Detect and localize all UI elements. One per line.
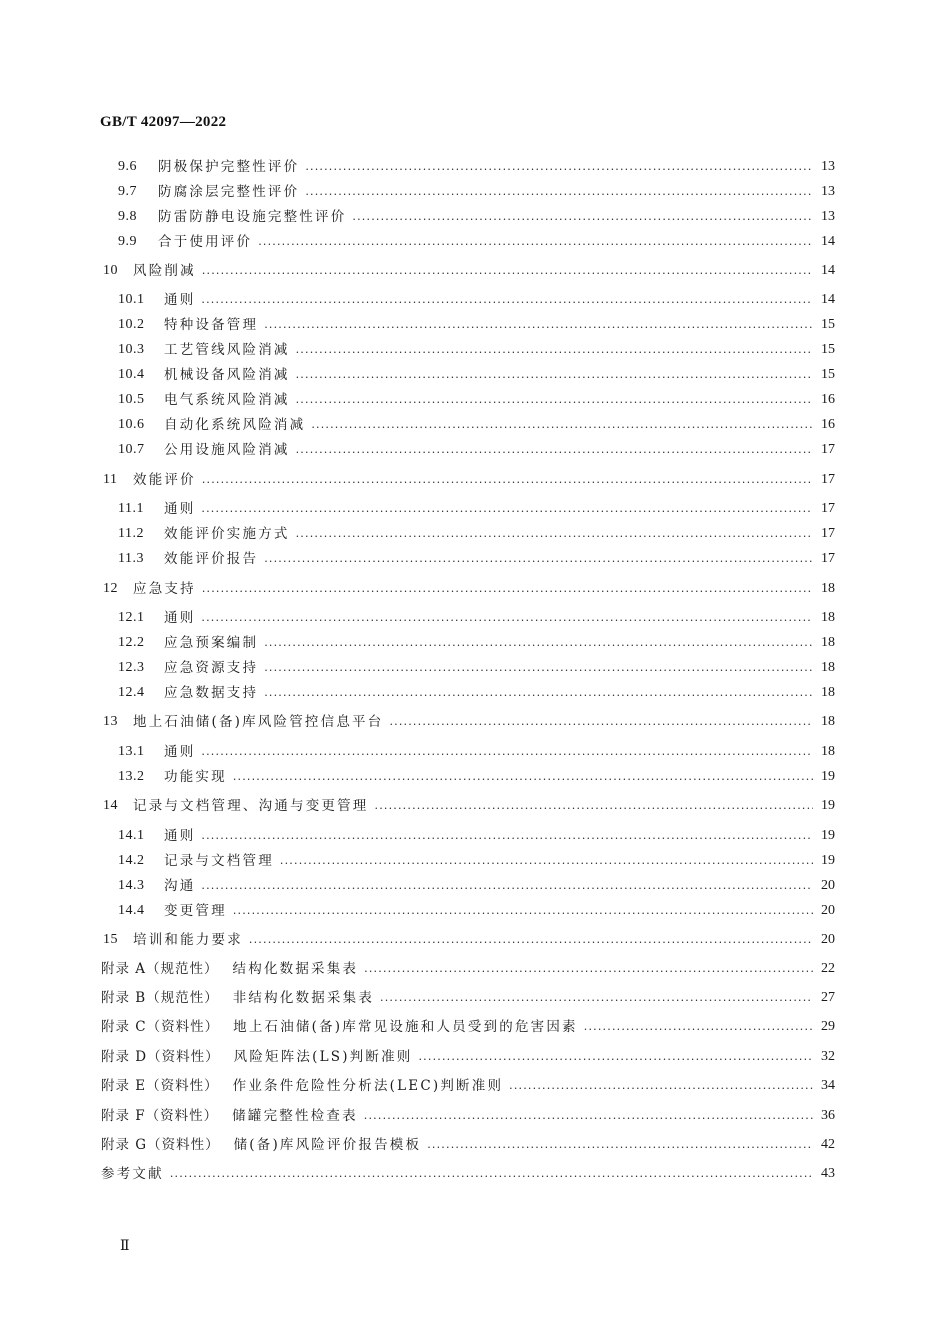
toc-leader: [364, 958, 813, 980]
toc-page: 20: [821, 878, 835, 893]
toc-title: 记录与文档管理: [164, 853, 274, 869]
toc-title: 结构化数据采集表: [232, 961, 359, 977]
toc-title: 应急资源支持: [164, 660, 259, 676]
toc-title: 变更管理: [164, 903, 227, 919]
toc-entry-9-9[interactable]: [118, 231, 835, 253]
toc-leader: [418, 1046, 813, 1068]
toc-leader: [258, 231, 813, 253]
toc-leader: [584, 1016, 813, 1038]
toc-page: 19: [821, 798, 835, 813]
toc-number: 12: [103, 581, 118, 596]
toc-title: 通则: [164, 610, 196, 626]
toc-title: 工艺管线风险消减: [164, 342, 290, 358]
toc-entry-12[interactable]: [103, 578, 835, 600]
toc-title: 通则: [164, 292, 196, 308]
toc-page: 15: [821, 367, 835, 382]
toc-number: 附录 B（规范性）: [101, 990, 219, 1006]
page-number: Ⅱ: [120, 1239, 130, 1254]
toc-number: 10.6: [118, 417, 145, 432]
toc-leader: [202, 578, 813, 600]
toc-page: 16: [821, 392, 835, 407]
toc-number: 12.2: [118, 635, 145, 650]
toc-number: 9.6: [118, 159, 137, 174]
toc-page: 27: [821, 990, 835, 1005]
toc-page: 16: [821, 417, 835, 432]
toc-leader: [375, 795, 814, 817]
toc-page: 43: [821, 1166, 835, 1181]
toc-entry-9-6[interactable]: [118, 156, 835, 178]
toc-leader: [170, 1163, 813, 1185]
toc-number: 15: [103, 932, 118, 947]
toc-title: 自动化系统风险消减: [164, 417, 306, 433]
toc-number: 10.1: [118, 292, 145, 307]
toc-page: 42: [821, 1137, 835, 1152]
toc-entry-appendix-f[interactable]: [101, 1105, 835, 1127]
toc-entry-appendix-b[interactable]: [101, 987, 835, 1009]
toc-leader: [201, 875, 813, 897]
toc-leader: [264, 657, 813, 679]
toc-page: 29: [821, 1019, 835, 1034]
toc-page: 14: [821, 234, 835, 249]
toc-entry-11[interactable]: [103, 469, 835, 491]
toc-number: 10.4: [118, 367, 145, 382]
toc-number: 12.4: [118, 685, 145, 700]
toc-leader: [427, 1134, 813, 1156]
toc-leader: [296, 389, 813, 411]
toc-leader: [352, 206, 813, 228]
toc-page: 34: [821, 1078, 835, 1093]
toc-entry-13[interactable]: [103, 711, 835, 733]
toc-entry-11-1[interactable]: [118, 498, 835, 520]
toc-page: 17: [821, 472, 835, 487]
toc-entry-appendix-a[interactable]: [101, 958, 835, 980]
toc-leader: [311, 414, 813, 436]
toc-number: 14.1: [118, 828, 145, 843]
toc-title: 地上石油储(备)库常见设施和人员受到的危害因素: [233, 1019, 578, 1035]
toc-number: 11.2: [118, 526, 144, 541]
standard-code: GB/T 42097—2022: [100, 114, 227, 130]
toc-leader: [233, 900, 813, 922]
toc-leader: [264, 314, 813, 336]
toc-page: 13: [821, 209, 835, 224]
toc-page: 32: [821, 1049, 835, 1064]
toc-title: 培训和能力要求: [133, 932, 243, 948]
toc-entry-appendix-g[interactable]: [101, 1134, 835, 1156]
toc-title: 应急数据支持: [164, 685, 259, 701]
toc-title: 风险削减: [133, 263, 196, 279]
toc-leader: [264, 632, 813, 654]
toc-entry-12-2[interactable]: [118, 632, 835, 654]
toc-entry-10-2[interactable]: [118, 314, 835, 336]
toc-number: 12.3: [118, 660, 145, 675]
toc-entry-10-3[interactable]: [118, 339, 835, 361]
toc-title: 效能评价: [133, 472, 196, 488]
toc-leader: [296, 339, 813, 361]
toc-entry-appendix-c[interactable]: [101, 1016, 835, 1038]
toc-leader: [380, 987, 813, 1009]
toc-leader: [201, 825, 813, 847]
toc-number: 14: [103, 798, 118, 813]
toc-number: 附录 C（资料性）: [101, 1019, 220, 1035]
toc-page: 18: [821, 685, 835, 700]
toc-leader: [202, 469, 813, 491]
toc-leader: [509, 1075, 813, 1097]
toc-entry-9-8[interactable]: [118, 206, 835, 228]
toc-title: 非结构化数据采集表: [232, 990, 375, 1006]
toc-entry-12-3[interactable]: [118, 657, 835, 679]
toc-page: 20: [821, 903, 835, 918]
toc-number: 附录 A（规范性）: [101, 961, 219, 977]
toc-title: 通则: [164, 744, 196, 760]
toc-title: 应急支持: [133, 581, 196, 597]
toc-number: 13: [103, 714, 118, 729]
toc-title: 合于使用评价: [158, 234, 253, 250]
toc-title: 防雷防静电设施完整性评价: [158, 209, 347, 225]
toc-number: 10.3: [118, 342, 145, 357]
toc-page: 17: [821, 501, 835, 516]
toc-leader: [280, 850, 813, 872]
toc-page: 19: [821, 828, 835, 843]
toc-title: 防腐涂层完整性评价: [158, 184, 300, 200]
toc-title: 作业条件危险性分析法(LEC)判断准则: [232, 1078, 504, 1094]
toc-number: 14.3: [118, 878, 145, 893]
toc-entry-appendix-d[interactable]: [101, 1046, 835, 1068]
toc-title: 通则: [164, 501, 196, 517]
toc-entry-10-7[interactable]: [118, 439, 835, 461]
toc-entry-13-2[interactable]: [118, 766, 835, 788]
toc-title: 地上石油储(备)库风险管控信息平台: [133, 714, 384, 730]
toc-entry-references[interactable]: [101, 1163, 835, 1185]
toc-title: 效能评价报告: [164, 551, 259, 567]
toc-title: 公用设施风险消减: [164, 442, 290, 458]
toc-entry-9-7[interactable]: [118, 181, 835, 203]
toc-leader: [264, 548, 813, 570]
toc-title: 特种设备管理: [164, 317, 259, 333]
toc-number: 11.1: [118, 501, 144, 516]
toc-title: 记录与文档管理、沟通与变更管理: [133, 798, 369, 814]
toc-leader: [264, 682, 813, 704]
toc-page: 13: [821, 184, 835, 199]
toc-leader: [201, 289, 813, 311]
toc-number: 10.7: [118, 442, 145, 457]
toc-number: 10.2: [118, 317, 145, 332]
toc-title: 风险矩阵法(LS)判断准则: [233, 1049, 413, 1065]
toc-leader: [201, 607, 813, 629]
toc-page: 15: [821, 342, 835, 357]
toc-number: 11.3: [118, 551, 144, 566]
toc-leader: [233, 766, 813, 788]
toc-page: 19: [821, 853, 835, 868]
toc-title: 机械设备风险消减: [164, 367, 290, 383]
toc-leader: [249, 929, 813, 951]
toc-page: 18: [821, 660, 835, 675]
toc-number: 附录 E（资料性）: [101, 1078, 219, 1094]
toc-title: 应急预案编制: [164, 635, 259, 651]
toc-page: 20: [821, 932, 835, 947]
toc-leader: [201, 498, 813, 520]
toc-entry-10-6[interactable]: [118, 414, 835, 436]
toc-page: 14: [821, 263, 835, 278]
toc-leader: [389, 711, 813, 733]
toc-page: 19: [821, 769, 835, 784]
toc-leader: [201, 741, 813, 763]
toc-number: 9.8: [118, 209, 137, 224]
toc-entry-13-1[interactable]: [118, 741, 835, 763]
toc-title: 功能实现: [164, 769, 227, 785]
toc-page: 17: [821, 551, 835, 566]
toc-leader: [296, 523, 813, 545]
toc-leader: [202, 260, 813, 282]
toc-page: 17: [821, 526, 835, 541]
toc-entry-15[interactable]: [103, 929, 835, 951]
toc-page: 18: [821, 744, 835, 759]
toc-entry-12-1[interactable]: [118, 607, 835, 629]
toc-entry-14-4[interactable]: [118, 900, 835, 922]
toc-leader: [296, 439, 813, 461]
toc-page: 18: [821, 635, 835, 650]
toc-number: 14.4: [118, 903, 145, 918]
toc-entry-14-1[interactable]: [118, 825, 835, 847]
toc-entry-appendix-e[interactable]: [101, 1075, 835, 1097]
toc-number: 附录 G（资料性）: [101, 1137, 220, 1153]
toc-entry-10-5[interactable]: [118, 389, 835, 411]
toc-title: 阴极保护完整性评价: [158, 159, 300, 175]
toc-number: 10: [103, 263, 118, 278]
toc-number: 附录 D（资料性）: [101, 1049, 220, 1065]
toc-entry-10-4[interactable]: [118, 364, 835, 386]
toc-entry-14[interactable]: [103, 795, 835, 817]
toc-page: 18: [821, 581, 835, 596]
toc-leader: [305, 181, 813, 203]
toc-number: 13.2: [118, 769, 145, 784]
toc-number: 11: [103, 472, 118, 487]
toc-page: 15: [821, 317, 835, 332]
toc-entry-11-2[interactable]: [118, 523, 835, 545]
toc-title: 电气系统风险消减: [164, 392, 290, 408]
toc-title: 参考文献: [101, 1166, 164, 1182]
toc-number: 14.2: [118, 853, 145, 868]
toc-title: 效能评价实施方式: [164, 526, 290, 542]
toc-number: 9.9: [118, 234, 137, 249]
toc-page: 18: [821, 714, 835, 729]
toc-number: 10.5: [118, 392, 145, 407]
toc-entry-14-2[interactable]: [118, 850, 835, 872]
toc-number: 附录 F（资料性）: [101, 1108, 219, 1124]
toc-title: 储罐完整性检查表: [232, 1108, 358, 1124]
toc-leader: [305, 156, 813, 178]
toc-entry-12-4[interactable]: [118, 682, 835, 704]
toc-title: 沟通: [164, 878, 196, 894]
toc-number: 13.1: [118, 744, 145, 759]
toc-page: 22: [821, 961, 835, 976]
toc-entry-14-3[interactable]: [118, 875, 835, 897]
toc-page: 36: [821, 1108, 835, 1123]
toc-page: 14: [821, 292, 835, 307]
toc-title: 储(备)库风险评价报告模板: [233, 1137, 422, 1153]
toc-number: 12.1: [118, 610, 145, 625]
toc-page: 17: [821, 442, 835, 457]
toc-number: 9.7: [118, 184, 137, 199]
toc-leader: [296, 364, 813, 386]
toc-title: 通则: [164, 828, 196, 844]
toc-entry-11-3[interactable]: [118, 548, 835, 570]
toc-entry-10[interactable]: [103, 260, 835, 282]
toc-leader: [364, 1105, 813, 1127]
toc-entry-10-1[interactable]: [118, 289, 835, 311]
toc-page: 18: [821, 610, 835, 625]
toc-page: 13: [821, 159, 835, 174]
